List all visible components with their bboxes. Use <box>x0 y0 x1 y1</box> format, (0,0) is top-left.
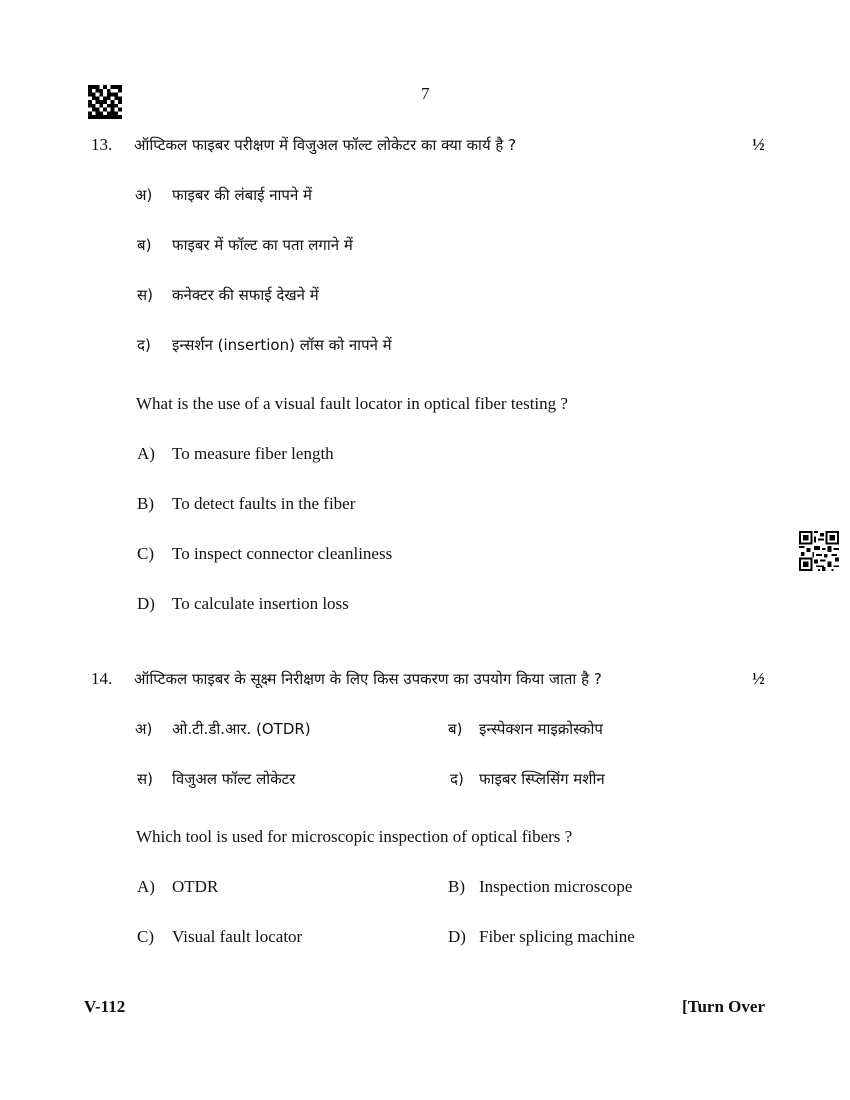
q14-english-option-label-b: B) <box>448 877 465 896</box>
turn-over-label: [Turn Over <box>682 997 765 1016</box>
q13-english-option-label-c: C) <box>137 544 154 563</box>
q13-english-option-d: To calculate insertion loss <box>172 594 349 613</box>
q14-hindi-option-label-b: ब) <box>448 720 463 738</box>
question-14-marks: ½ <box>752 669 765 688</box>
q14-english-option-d: Fiber splicing machine <box>479 927 635 946</box>
q14-hindi-option-a: ओ.टी.डी.आर. (OTDR) <box>172 720 311 738</box>
q13-english-option-c: To inspect connector cleanliness <box>172 544 393 563</box>
question-13-marks: ½ <box>752 135 765 154</box>
q13-hindi-option-c: कनेक्टर की सफाई देखने में <box>172 286 319 304</box>
q14-english-option-c: Visual fault locator <box>172 927 303 946</box>
barcode-top-left <box>87 85 123 119</box>
q13-english-option-label-a: A) <box>137 444 155 463</box>
q13-english-option-a: To measure fiber length <box>172 444 334 463</box>
q13-hindi-option-a: फाइबर की लंबाई नापने में <box>172 186 313 204</box>
question-13-english-text: What is the use of a visual fault locator in optical fiber testing ? <box>136 394 568 413</box>
qr-code-right <box>799 531 839 571</box>
q14-hindi-option-label-d: द) <box>450 770 464 788</box>
question-14-hindi-text: ऑप्टिकल फाइबर के सूक्ष्म निरीक्षण के लिए किस उपकरण का उपयोग किया जाता है ? <box>134 670 602 688</box>
q14-english-option-label-a: A) <box>137 877 155 896</box>
q14-english-option-b: Inspection microscope <box>479 877 633 896</box>
q14-hindi-option-label-a: अ) <box>135 720 153 738</box>
q14-hindi-option-label-c: स) <box>137 770 153 788</box>
q13-english-option-b: To detect faults in the fiber <box>172 494 356 513</box>
q13-hindi-option-label-c: स) <box>137 286 153 304</box>
paper-code: V-112 <box>84 997 126 1016</box>
question-14-english-text: Which tool is used for microscopic inspection of optical fibers ? <box>136 827 573 846</box>
q14-hindi-option-c: विजुअल फॉल्ट लोकेटर <box>172 770 296 788</box>
q14-english-option-label-c: C) <box>137 927 154 946</box>
question-14-number: 14. <box>91 669 113 688</box>
q14-hindi-option-b: इन्स्पेक्शन माइक्रोस्कोप <box>479 720 603 738</box>
page-number: 7 <box>421 84 430 103</box>
q13-english-option-label-b: B) <box>137 494 154 513</box>
q13-english-option-label-d: D) <box>137 594 155 613</box>
q13-hindi-option-label-d: द) <box>137 336 151 354</box>
q13-hindi-option-b: फाइबर में फॉल्ट का पता लगाने में <box>172 236 353 254</box>
q14-hindi-option-d: फाइबर स्प्लिसिंग मशीन <box>479 770 605 788</box>
question-13-hindi-text: ऑप्टिकल फाइबर परीक्षण में विजुअल फॉल्ट लोकेटर का क्या कार्य है ? <box>134 136 517 154</box>
q13-hindi-option-label-a: अ) <box>135 186 153 204</box>
q14-english-option-label-d: D) <box>448 927 466 946</box>
q13-hindi-option-d: इन्सर्शन (insertion) लॉस को नापने में <box>172 336 392 354</box>
q14-english-option-a: OTDR <box>172 877 219 896</box>
question-13-number: 13. <box>91 135 113 154</box>
q13-hindi-option-label-b: ब) <box>137 236 152 254</box>
